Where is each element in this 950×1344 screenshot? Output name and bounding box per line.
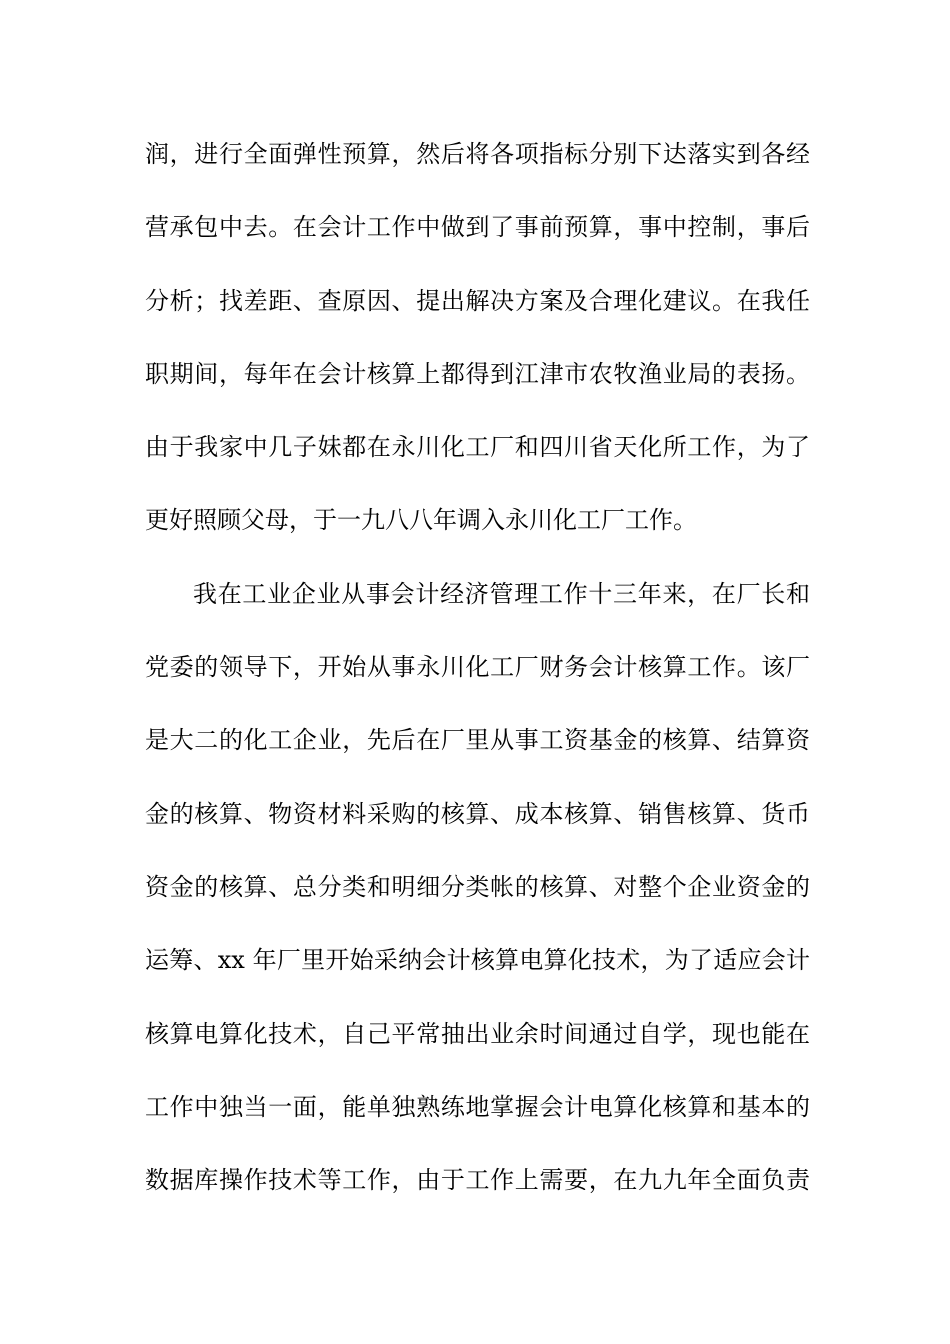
text-line: 运筹、xx 年厂里开始采纳会计核算电算化技术，为了适应会计 [145, 946, 810, 975]
text-line: 由于我家中几子妹都在永川化工厂和四川省天化所工作，为了 [145, 433, 810, 462]
text-line: 工作中独当一面，能单独熟练地掌握会计电算化核算和基本的 [145, 1092, 810, 1121]
paragraph [145, 570, 810, 1230]
paragraph [145, 130, 810, 570]
text-line: 核算电算化技术，自己平常抽出业余时间通过自学，现也能在 [145, 1019, 810, 1048]
text-line: 我在工业企业从事会计经济管理工作十三年来，在厂长和 [193, 579, 810, 608]
text-line: 党委的领导下，开始从事永川化工厂财务会计核算工作。该厂 [145, 653, 810, 682]
text-line: 是大二的化工企业，先后在厂里从事工资基金的核算、结算资 [145, 726, 810, 755]
document-body [145, 130, 810, 1229]
text-line: 营承包中去。在会计工作中做到了事前预算，事中控制，事后 [145, 213, 810, 242]
text-line: 更好照顾父母，于一九八八年调入永川化工厂工作。 [145, 506, 697, 535]
text-line: 资金的核算、总分类和明细分类帐的核算、对整个企业资金的 [145, 872, 810, 901]
text-line: 金的核算、物资材料采购的核算、成本核算、销售核算、货币 [145, 799, 810, 828]
text-line: 数据库操作技术等工作，由于工作上需要，在九九年全面负责 [145, 1166, 810, 1195]
text-line: 职期间，每年在会计核算上都得到江津市农牧渔业局的表扬。 [145, 359, 810, 388]
text-line: 分析；找差距、查原因、提出解决方案及合理化建议。在我任 [145, 286, 810, 315]
text-line: 润，进行全面弹性预算，然后将各项指标分别下达落实到各经 [145, 140, 810, 168]
